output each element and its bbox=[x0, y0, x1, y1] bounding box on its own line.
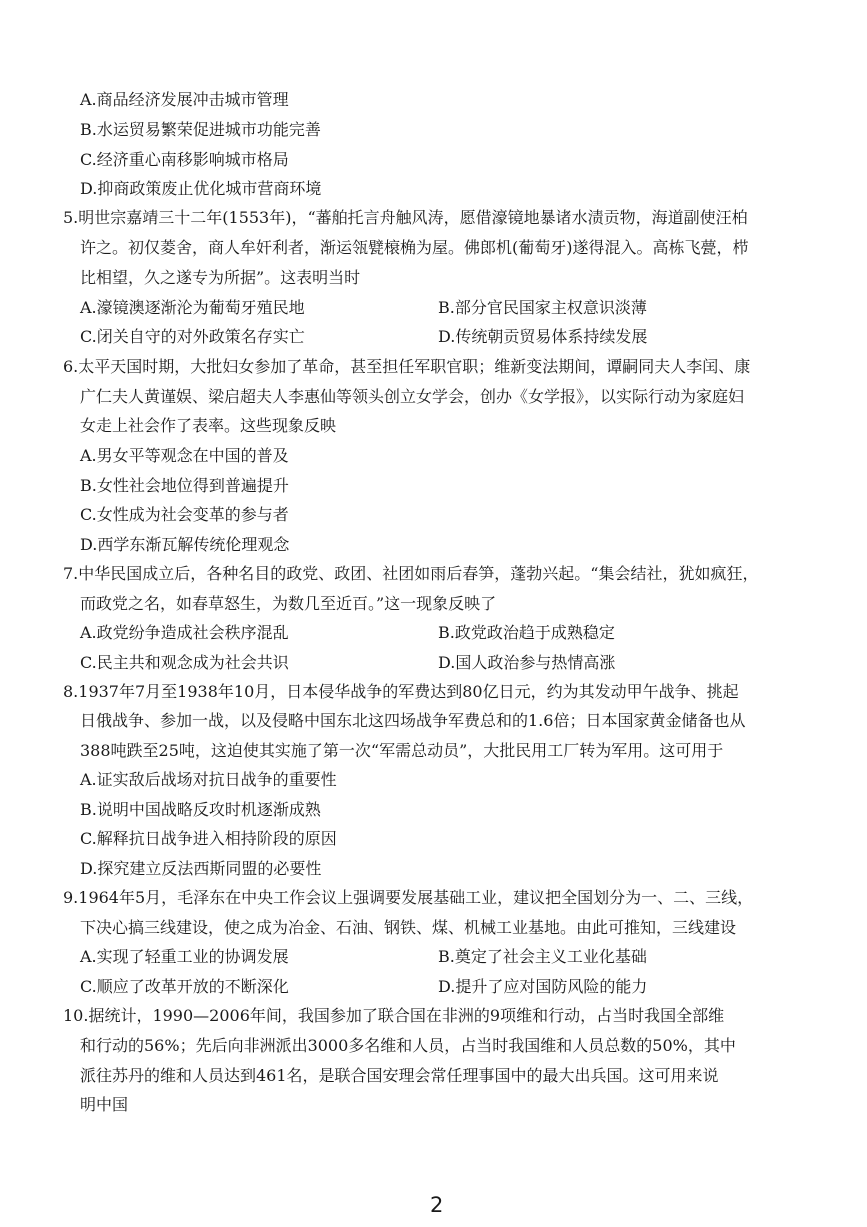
q4-option-b: B.水运贸易繁荣促进城市功能完善 bbox=[80, 120, 321, 139]
q4-option-a: A.商品经济发展冲击城市管理 bbox=[80, 90, 289, 109]
q9-stem-line-1: 9.1964年5月，毛泽东在中央工作会议上强调要发展基础工业，建议把全国划分为一、二、三线， bbox=[63, 888, 754, 907]
q7-option-c: C.民主共和观念成为社会共识 bbox=[80, 653, 289, 672]
q8-option-d: D.探究建立反法西斯同盟的必要性 bbox=[80, 859, 322, 878]
q7-option-b: B.政党政治趋于成熟稳定 bbox=[438, 623, 615, 642]
q5-stem-line-2: 许之。初仅菱舍，商人牟奸利者，渐运瓴甓榱桷为屋。佛郎机(葡萄牙)遂得混入。高栋飞甍，栉 bbox=[80, 238, 749, 257]
q10-stem-line-2: 和行动的56%；先后向非洲派出3000多名维和人员，占当时我国维和人员总数的50%，其中 bbox=[80, 1036, 736, 1055]
q9-option-c: C.顺应了改革开放的不断深化 bbox=[80, 977, 289, 996]
q6-stem-line-3: 女走上社会作了表率。这些现象反映 bbox=[80, 416, 337, 435]
q8-option-b: B.说明中国战略反攻时机逐渐成熟 bbox=[80, 800, 321, 819]
q6-stem-line-2: 广仁夫人黄谨娱、梁启超夫人李惠仙等领头创立女学会，创办《女学报》，以实际行动为家庭妇 bbox=[80, 387, 745, 406]
q10-stem-line-1: 10.据统计，1990—2006年间，我国参加了联合国在非洲的9项维和行动，占当时我国全部维 bbox=[63, 1006, 725, 1025]
q6-option-b: B.女性社会地位得到普遍提升 bbox=[80, 476, 289, 495]
q9-option-a: A.实现了轻重工业的协调发展 bbox=[80, 947, 289, 966]
page-number: 2 bbox=[430, 1193, 444, 1217]
q7-stem-line-1: 7.中华民国成立后，各种名目的政党、政团、社团如雨后春笋，蓬勃兴起。“集会结社，犹如疯狂， bbox=[63, 564, 759, 583]
q5-option-b: B.部分官民国家主权意识淡薄 bbox=[438, 298, 647, 317]
q6-option-a: A.男女平等观念在中国的普及 bbox=[80, 446, 289, 465]
q5-stem-line-1: 5.明世宗嘉靖三十二年(1553年)，“蕃舶托言舟触风涛，愿借濠镜地暴诸水渍贡物，海道副使汪柏 bbox=[63, 208, 748, 227]
q5-stem-line-3: 比相望，久之遂专为所据”。这表明当时 bbox=[80, 268, 361, 287]
q5-option-a: A.濠镜澳逐渐沦为葡萄牙殖民地 bbox=[80, 298, 305, 317]
q8-option-c: C.解释抗日战争进入相持阶段的原因 bbox=[80, 829, 337, 848]
q10-stem-line-4: 明中国 bbox=[80, 1095, 129, 1114]
q6-option-c: C.女性成为社会变革的参与者 bbox=[80, 505, 289, 524]
q6-stem-line-1: 6.太平天国时期，大批妇女参加了革命，甚至担任军职官职；维新变法期间，谭嗣同夫人李闰、康 bbox=[63, 357, 751, 376]
q4-option-d: D.抑商政策废止优化城市营商环境 bbox=[80, 179, 322, 198]
q5-option-d: D.传统朝贡贸易体系持续发展 bbox=[438, 327, 648, 346]
q7-stem-line-2: 而政党之名，如春草怒生，为数几至近百。”这一现象反映了 bbox=[80, 594, 497, 613]
q7-option-d: D.国人政治参与热情高涨 bbox=[438, 653, 616, 672]
q9-option-d: D.提升了应对国防风险的能力 bbox=[438, 977, 648, 996]
q8-stem-line-1: 8.1937年7月至1938年10月，日本侵华战争的军费达到80亿日元，约为其发动甲午战争、挑起 bbox=[63, 682, 739, 701]
q8-stem-line-2: 日俄战争、参加一战，以及侵略中国东北这四场战争军费总和的1.6倍；日本国家黄金储备也从 bbox=[80, 711, 746, 730]
q7-option-a: A.政党纷争造成社会秩序混乱 bbox=[80, 623, 289, 642]
q8-stem-line-3: 388吨跌至25吨，这迫使其实施了第一次“军需总动员”，大批民用工厂转为军用。这可用于 bbox=[80, 741, 724, 760]
q4-option-c: C.经济重心南移影响城市格局 bbox=[80, 150, 289, 169]
q10-stem-line-3: 派往苏丹的维和人员达到461名，是联合国安理会常任理事国中的最大出兵国。这可用来说 bbox=[80, 1066, 719, 1085]
q5-option-c: C.闭关自守的对外政策名存实亡 bbox=[80, 327, 305, 346]
q9-option-b: B.奠定了社会主义工业化基础 bbox=[438, 947, 647, 966]
q9-stem-line-2: 下决心搞三线建设，使之成为冶金、石油、钢铁、煤、机械工业基地。由此可推知，三线建设 bbox=[80, 918, 737, 937]
q8-option-a: A.证实敌后战场对抗日战争的重要性 bbox=[80, 770, 337, 789]
q6-option-d: D.西学东渐瓦解传统伦理观念 bbox=[80, 535, 290, 554]
